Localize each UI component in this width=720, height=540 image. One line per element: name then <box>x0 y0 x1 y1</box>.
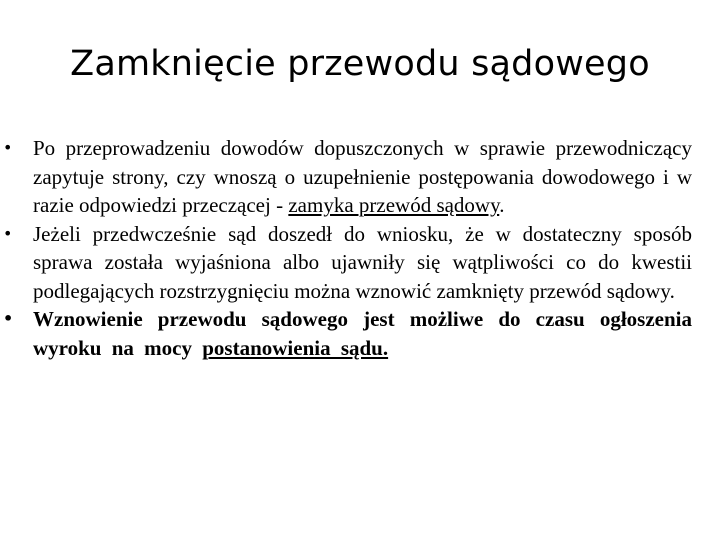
bullet-text: Po przeprowadzeniu dowodów dopuszczonych w sprawie przewodniczący zapytuje strony, czy wnoszą o uzupełnienie postępowania dowodowego i w razie odpowiedzi przeczącej - <box>33 136 692 217</box>
bullet-emphasis: postanowienia sądu. <box>202 335 389 360</box>
bullet-dot-icon: • <box>3 138 13 157</box>
slide-title: Zamknięcie przewodu sądowego <box>70 44 650 84</box>
bullet-dot-icon: • <box>3 223 13 243</box>
bullet-item <box>3 220 692 306</box>
bullet-emphasis: zamyka przewód sądowy <box>288 193 500 217</box>
bullet-dot-icon: • <box>3 309 14 328</box>
bullet-item <box>3 305 692 362</box>
bullet-list <box>3 134 692 362</box>
bullet-text: Jeżeli przedwcześnie sąd doszedł do wniosku, że w dostateczny sposób sprawa została wyjaśniona albo ujawniły się wątpliwości co do kwestii podlegających rozstrzygnięciu można wznowić zamknięty przewód sądowy. <box>33 221 692 303</box>
bullet-text: Wznowienie przewodu sądowego jest możliwe do czasu ogłoszenia wyroku na mocy <box>33 307 692 360</box>
bullet-tail: . <box>499 193 505 217</box>
bullet-item <box>3 134 692 220</box>
